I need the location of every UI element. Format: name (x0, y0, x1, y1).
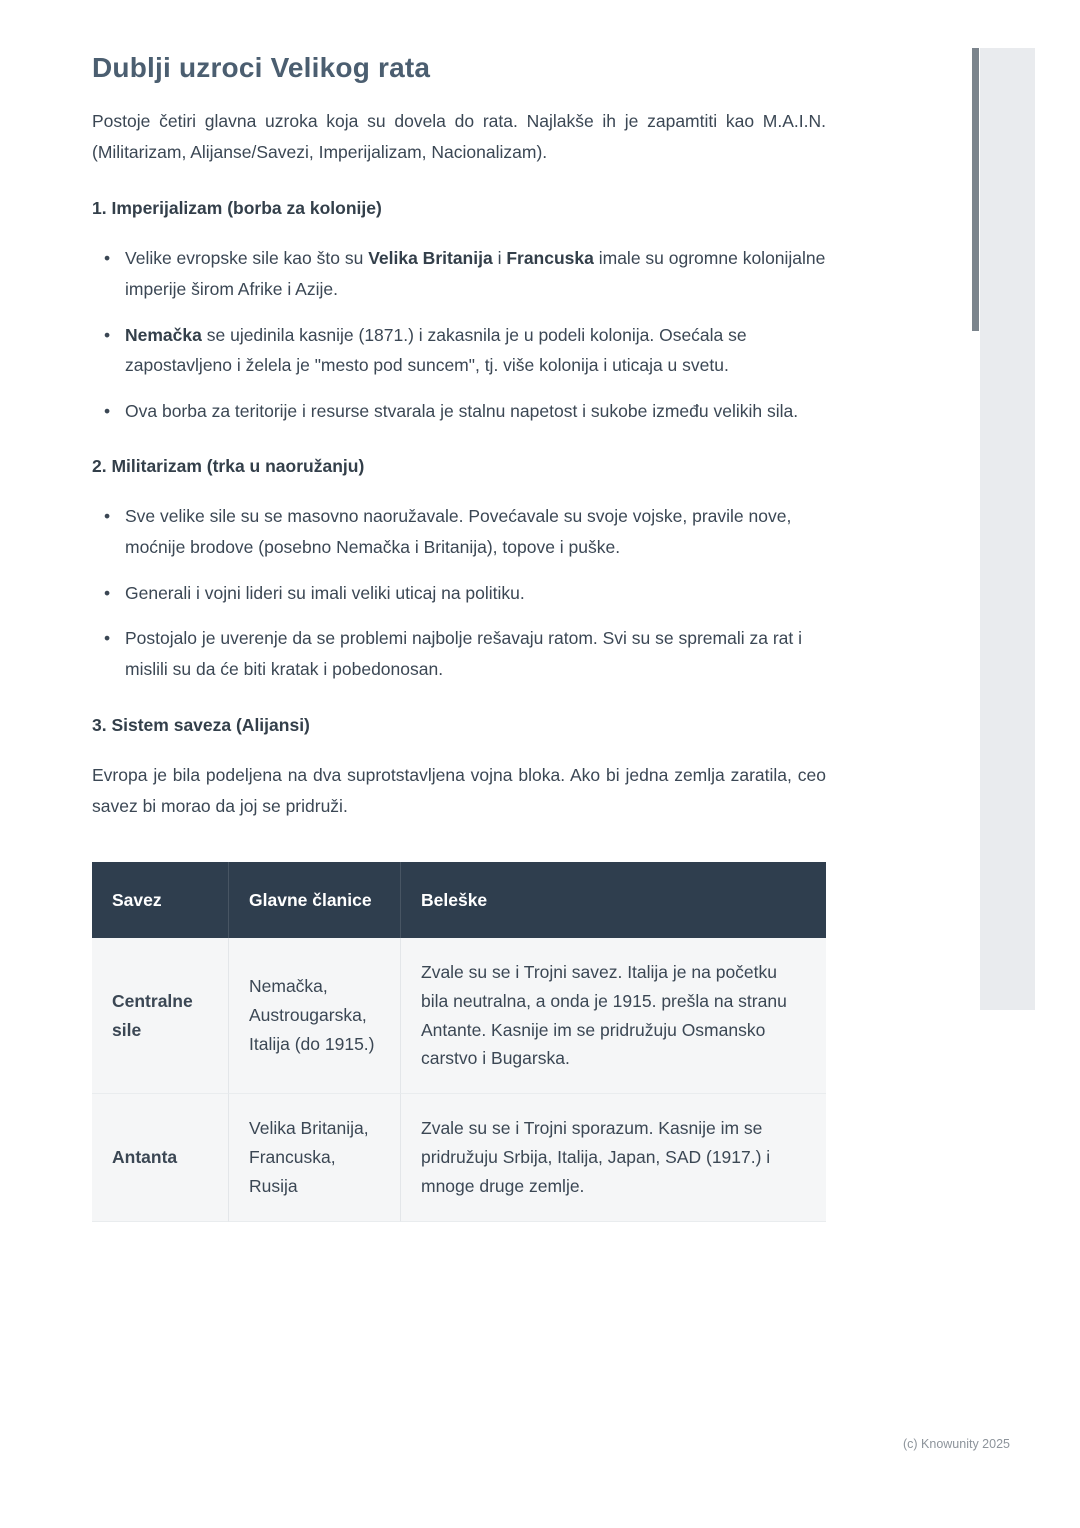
section-heading-imperijalizam: 1. Imperijalizam (borba za kolonije) (92, 198, 382, 219)
intro-paragraph: Postoje četiri glavna uzroka koja su dovela do rata. Najlakše ih je zapamtiti kao M.A.I.N. (Militarizam, Alijanse/Savezi, Imperijalizam, Nacionalizam). (92, 111, 826, 163)
savezi-paragraph: Evropa je bila podeljena na dva suprotstavljena vojna bloka. Ako bi jedna zemlja zaratila, ceo savez bi morao da joj se pridruži. (92, 764, 826, 816)
list-item: • Ova borba za teritorije i resurse stvarala je stalnu napetost i sukobe između velikih sila. (92, 396, 826, 427)
table-row-antanta (92, 1094, 826, 1222)
cell-beleske: Zvale su se i Trojni sporazum. Kasnije im se pridružuju Srbija, Italija, Japan, SAD (1917.) i mnoge druge zemlje. (401, 1094, 826, 1222)
alliances-table (92, 862, 826, 1222)
section-heading-savezi: 3. Sistem saveza (Alijansi) (92, 714, 310, 735)
list-item: • Sve velike sile su se masovno naoružavale. Povećavale su svoje vojske, pravile nove, moćnije brodove (posebno Nemačka i Britanija), topove i puške. (92, 501, 826, 562)
list-item: • Nemačka se ujedinila kasnije (1871.) i zakasnila je u podeli kolonija. Osećala se zapostavljeno i želela je "mesto pod suncem", tj. više kolonija i uticaja u svetu. (92, 320, 826, 381)
page-title: Dublji uzroci Velikog rata (92, 52, 431, 83)
column-header-clanice: Glavne članice (229, 862, 401, 938)
bullet-list-militarizam (92, 501, 826, 684)
table-row-centralne-sile (92, 938, 826, 1095)
scrollbar-thumb[interactable] (972, 48, 979, 331)
scrollbar-track[interactable] (980, 48, 1035, 1010)
cell-savez: Antanta (92, 1094, 229, 1222)
cell-beleske: Zvale su se i Trojni savez. Italija je na početku bila neutralna, a onda je 1915. prešla na stranu Antante. Kasnije im se pridružuju Osmansko carstvo i Bugarska. (401, 938, 826, 1095)
cell-clanice: Velika Britanija, Francuska, Rusija (229, 1094, 401, 1222)
document-content (92, 52, 826, 1222)
copyright-notice: (c) Knowunity 2025 (902, 1437, 1010, 1451)
cell-savez: Centralne sile (92, 938, 229, 1095)
cell-clanice: Nemačka, Austrougarska, Italija (do 1915.) (229, 938, 401, 1095)
list-item: • Generali i vojni lideri su imali veliki uticaj na politiku. (92, 578, 826, 609)
list-item: • Postojalo je uverenje da se problemi najbolje rešavaju ratom. Svi su se spremali za rat i mislili su da će biti kratak i pobedonosan. (92, 623, 826, 684)
column-header-beleske: Beleške (401, 862, 826, 938)
column-header-savez: Savez (92, 862, 229, 938)
table-header-row (92, 862, 826, 938)
list-item: • Velike evropske sile kao što su Velika Britanija i Francuska imale su ogromne kolonijalne imperije širom Afrike i Azije. (92, 243, 826, 304)
section-heading-militarizam: 2. Militarizam (trka u naoružanju) (92, 456, 365, 477)
bullet-list-imperijalizam (92, 243, 826, 426)
